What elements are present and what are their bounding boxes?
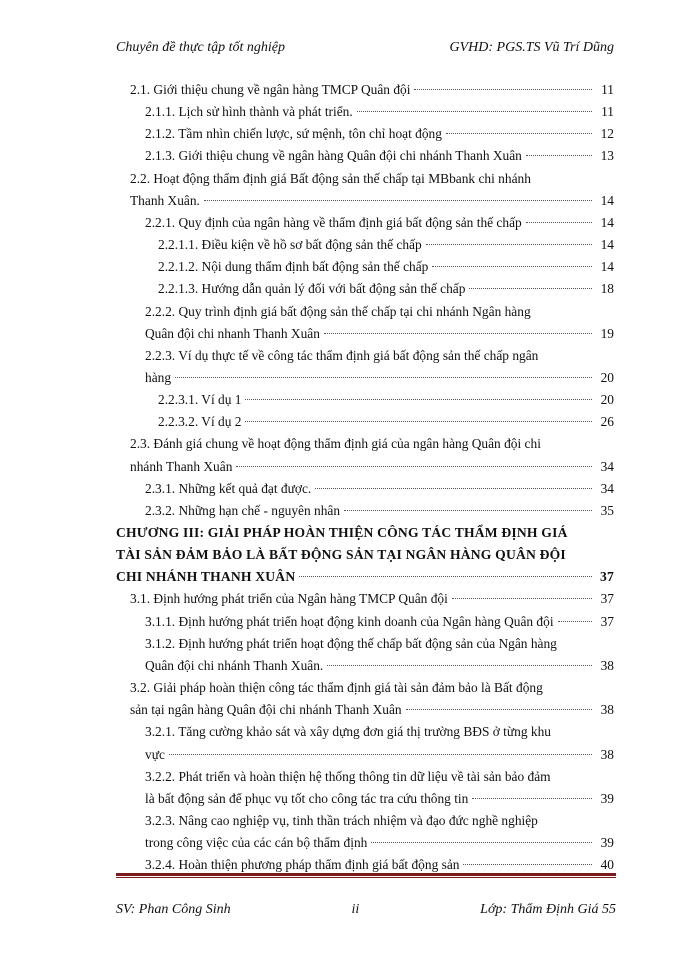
toc-entry-title: 2.2.1.3. Hướng dẫn quản lý đối với bất động sản thế chấp [158, 281, 466, 297]
toc-entry[interactable] [145, 655, 614, 677]
dot-leader [175, 377, 592, 378]
toc-entry-title: hàng [145, 369, 172, 385]
toc-entry[interactable] [145, 832, 614, 854]
toc-chapter-line[interactable] [116, 522, 614, 544]
toc-entry-title: 3.2.1. Tăng cường khảo sát và xây dựng đơn giá thị trường BĐS ở từng khu [145, 724, 551, 740]
toc-entry-title: 3.2. Giải pháp hoàn thiện công tác thẩm định giá tài sản đảm bảo là Bất động [130, 680, 543, 696]
page-header [116, 40, 614, 56]
toc-entry-title: 2.2.1. Quy định của ngân hàng về thẩm định giá bất động sản thế chấp [145, 214, 522, 230]
toc-entry[interactable] [158, 234, 614, 256]
toc-entry-title: Quân đội chi nhánh Thanh Xuân. [145, 657, 324, 673]
toc-entry-title: 2.1.2. Tầm nhìn chiến lược, sứ mệnh, tôn chỉ hoạt động [145, 126, 442, 142]
dot-leader [344, 510, 592, 511]
toc-entry-title: 3.2.2. Phát triển và hoàn thiện hệ thống thông tin dữ liệu về tài sản bảo đảm [145, 768, 551, 784]
toc-entry[interactable] [130, 168, 614, 190]
toc-entry-title: 2.1.3. Giới thiệu chung về ngân hàng Quân đội chi nhánh Thanh Xuân [145, 148, 522, 164]
toc-entry-page: 39 [600, 790, 614, 806]
toc-entry-page: 19 [600, 325, 614, 341]
dot-leader [299, 576, 592, 577]
toc-entry-title: nhánh Thanh Xuân [130, 458, 233, 474]
toc-entry[interactable] [145, 478, 614, 500]
toc-entry[interactable] [130, 456, 614, 478]
toc-entry[interactable] [145, 766, 614, 788]
toc-entry-title: 2.1. Giới thiệu chung về ngân hàng TMCP Quân đội [130, 82, 411, 97]
toc-entry-page: 38 [600, 746, 614, 762]
toc-entry-title: 2.2.2. Quy trình định giá bất động sản thế chấp tại chi nhánh Ngân hàng [145, 303, 531, 319]
toc-entry-title: CHƯƠNG III: GIẢI PHÁP HOÀN THIỆN CÔNG TÁC THẨM ĐỊNH GIÁ [116, 525, 568, 540]
toc-entry-page: 38 [600, 657, 614, 673]
toc-entry-page: 14 [600, 237, 614, 253]
header-right: GVHD: PGS.TS Vũ Trí Dũng [449, 40, 614, 55]
toc-entry-page: 35 [600, 502, 614, 518]
toc-entry-title: 2.1.1. Lịch sử hình thành và phát triển. [145, 104, 353, 120]
dot-leader [463, 864, 592, 865]
toc-entry-page: 11 [601, 82, 614, 97]
dot-leader [526, 222, 592, 223]
toc-entry-title: 2.3.1. Những kết quả đạt được. [145, 480, 312, 496]
toc-entry-title: 3.1.1. Định hướng phát triển hoạt động kinh doanh của Ngân hàng Quân đội [145, 613, 554, 629]
toc-entry-title: 2.2.3. Ví dụ thực tế về công tác thẩm định giá bất động sản thế chấp ngân [145, 347, 539, 363]
toc-entry-title: CHI NHÁNH THANH XUÂN [116, 569, 296, 585]
toc-entry-title: 2.2.3.1. Ví dụ 1 [158, 392, 242, 408]
dot-leader [432, 266, 592, 267]
dot-leader [406, 709, 592, 710]
dot-leader [426, 244, 592, 245]
toc-entry[interactable] [145, 500, 614, 522]
toc-entry-title: 3.2.4. Hoàn thiện phương pháp thẩm định giá bất động sản [145, 857, 460, 873]
dot-leader [371, 842, 592, 843]
dot-leader [469, 288, 592, 289]
dot-leader [526, 155, 592, 156]
toc-entry[interactable] [145, 788, 614, 810]
toc-entry-title: 2.3.2. Những hạn chế - nguyên nhân [145, 502, 341, 518]
toc-entry-page: 12 [600, 126, 614, 142]
toc-entry-page: 18 [600, 281, 614, 297]
dot-leader [315, 488, 592, 489]
toc-entry-title: 2.2.1.2. Nội dung thẩm định bất động sản thế chấp [158, 259, 429, 275]
toc-entry-page: 14 [600, 259, 614, 275]
toc-entry[interactable] [130, 588, 614, 610]
toc-entry[interactable] [130, 699, 614, 721]
toc-entry-title: vực [145, 746, 165, 762]
dot-leader [236, 466, 592, 467]
dot-leader [558, 621, 592, 622]
toc-entry-title: Quân đội chi nhanh Thanh Xuân [145, 325, 320, 341]
toc-entry-page: 34 [600, 480, 614, 496]
toc-entry-title: 2.3. Đánh giá chung về hoạt động thẩm định giá của ngân hàng Quân đội chi [130, 436, 541, 452]
toc-entry-page: 14 [600, 192, 614, 208]
toc-entry[interactable] [130, 433, 614, 455]
toc-entry[interactable] [158, 411, 614, 433]
footer-rule [116, 873, 616, 876]
toc-entry-page: 26 [600, 414, 614, 430]
toc-entry-page: 11 [601, 104, 614, 120]
toc-entry-page: 37 [600, 591, 614, 607]
toc-entry[interactable] [130, 677, 614, 699]
dot-leader [245, 421, 592, 422]
dot-leader [169, 754, 592, 755]
toc-entry[interactable] [145, 367, 614, 389]
toc-entry[interactable] [130, 79, 614, 101]
toc-entry[interactable] [145, 810, 614, 832]
footer-rule-thin [116, 877, 616, 878]
dot-leader [452, 598, 592, 599]
toc-entry[interactable] [145, 212, 614, 234]
toc-entry-page: 34 [600, 458, 614, 474]
toc-entry-title: 3.2.3. Nâng cao nghiệp vụ, tinh thần trách nhiệm và đạo đức nghề nghiệp [145, 812, 538, 828]
dot-leader [324, 333, 592, 334]
page-footer [116, 902, 616, 918]
toc-entry-page: 37 [600, 569, 614, 585]
toc-chapter-line[interactable] [116, 566, 614, 588]
toc-entry-title: 2.2.3.2. Ví dụ 2 [158, 414, 242, 430]
dot-leader [245, 399, 592, 400]
toc-entry[interactable] [145, 744, 614, 766]
toc-entry-title: 2.2.1.1. Điều kiện về hồ sơ bất động sản thế chấp [158, 237, 422, 253]
toc-entry-page: 40 [600, 857, 614, 873]
toc-entry-title: TÀI SẢN ĐẢM BẢO LÀ BẤT ĐỘNG SẢN TẠI NGÂN HÀNG QUÂN ĐỘI [116, 547, 566, 563]
toc-entry-page: 38 [600, 702, 614, 718]
dot-leader [472, 798, 592, 799]
footer-right: Lớp: Thẩm Định Giá 55 [480, 902, 616, 917]
header-left: Chuyên đề thực tập tốt nghiệp [116, 40, 285, 55]
toc-entry[interactable] [145, 611, 614, 633]
toc-entry[interactable] [145, 301, 614, 323]
toc-entry[interactable] [145, 633, 614, 655]
dot-leader [446, 133, 592, 134]
toc-entry[interactable] [158, 256, 614, 278]
toc-chapter-line[interactable] [116, 544, 614, 566]
toc-entry[interactable] [158, 278, 614, 300]
toc-entry-title: 3.1.2. Định hướng phát triển hoạt động thế chấp bất động sản của Ngân hàng [145, 635, 557, 651]
footer-left: SV: Phan Công Sinh [116, 902, 231, 917]
dot-leader [357, 111, 592, 112]
toc-entry[interactable] [145, 323, 614, 345]
toc-entry[interactable] [145, 145, 614, 167]
toc-entry[interactable] [145, 123, 614, 145]
toc-entry-title: là bất động sản để phục vụ tốt cho công tác tra cứu thông tin [145, 790, 469, 806]
dot-leader [204, 200, 592, 201]
toc-entry-title: 3.1. Định hướng phát triển của Ngân hàng TMCP Quân đội [130, 591, 448, 607]
toc-entry-page: 37 [600, 613, 614, 629]
page-number: ii [351, 902, 360, 917]
toc-entry-page: 20 [600, 392, 614, 408]
toc-entry-title: sản tại ngân hàng Quân đội chi nhánh Thanh Xuân [130, 702, 402, 718]
dot-leader [327, 665, 592, 666]
toc-entry-page: 14 [600, 214, 614, 230]
toc-entry-page: 20 [600, 369, 614, 385]
toc-entry-title: 2.2. Hoạt động thẩm định giá Bất động sản thế chấp tại MBbank chi nhánh [130, 170, 531, 186]
toc-entry-title: trong công việc của các cán bộ thẩm định [145, 835, 368, 851]
toc-entry-title: Thanh Xuân. [130, 192, 200, 208]
toc-entry[interactable] [158, 389, 614, 411]
toc-entry[interactable] [145, 101, 614, 123]
dot-leader [414, 89, 592, 90]
toc-entry[interactable] [145, 721, 614, 743]
toc-entry-page: 39 [600, 835, 614, 851]
toc-entry[interactable] [130, 190, 614, 212]
toc-entry[interactable] [145, 345, 614, 367]
toc-entry-page: 13 [600, 148, 614, 164]
